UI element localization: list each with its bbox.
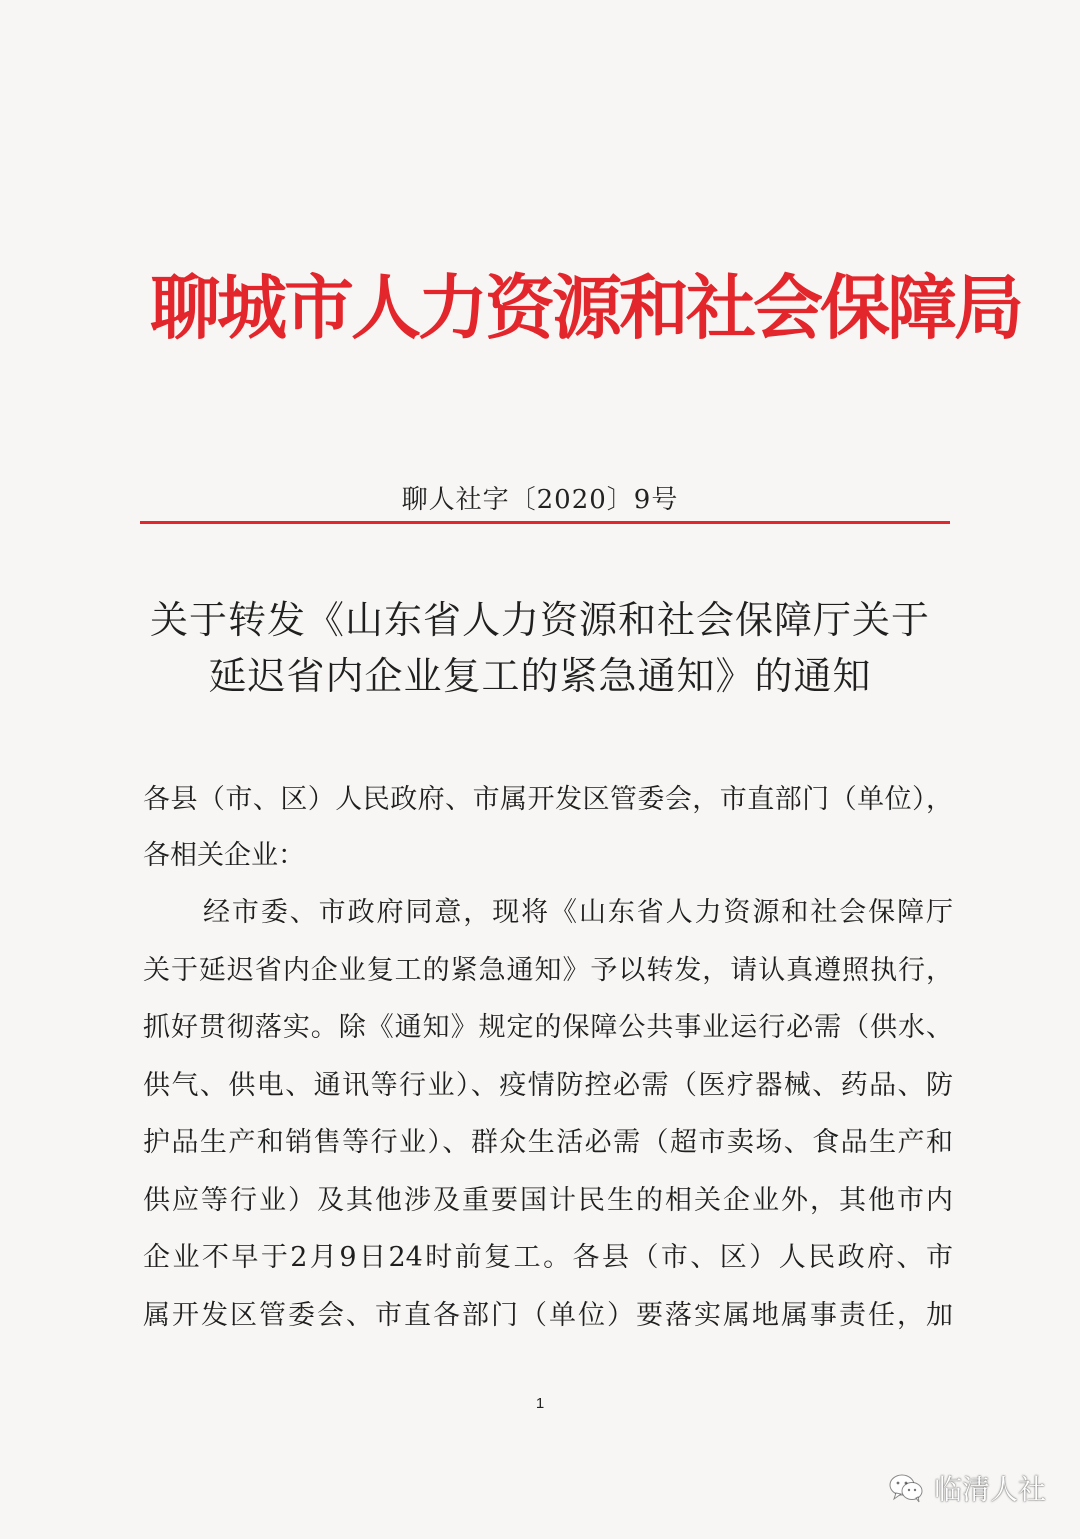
- title-line-2: 延迟省内企业复工的紧急通知》的通知: [208, 654, 872, 698]
- issuer-letterhead: 聊城市人力资源和社会保障局: [150, 266, 1021, 349]
- addressee-line-1: 各县（市、区）人民政府、市属开发区管委会，市直部门（单位），: [143, 784, 953, 815]
- addressee-block: [143, 772, 953, 884]
- title-line-1: 关于转发《山东省人力资源和社会保障厅关于: [149, 598, 930, 642]
- body-line: 企业不早于2月9日24时前复工。各县（市、区）人民政府、市: [143, 1242, 953, 1273]
- addressee-line-2: 各相关企业：: [143, 840, 305, 871]
- body-line: 供气、供电、通讯等行业）、疫情防控必需（医疗器械、药品、防: [143, 1069, 953, 1101]
- document-title: [100, 592, 980, 704]
- account-name: 临清人社: [933, 1473, 1046, 1506]
- body-line: 属开发区管委会、市直各部门（单位）要落实属地属事责任，加: [143, 1299, 953, 1331]
- wechat-icon: [888, 1473, 924, 1503]
- document-number: 聊人社字〔2020〕9号: [401, 485, 679, 515]
- body-line: 供应等行业）及其他涉及重要国计民生的相关企业外，其他市内: [143, 1184, 953, 1216]
- body-paragraph: [143, 884, 953, 1344]
- body-line: 关于延迟省内企业复工的紧急通知》予以转发，请认真遵照执行，: [143, 954, 953, 986]
- page-number: 1: [535, 1395, 545, 1412]
- red-divider-line: [140, 521, 950, 524]
- body-line: 护品生产和销售等行业）、群众生活必需（超市卖场、食品生产和: [143, 1127, 953, 1158]
- body-line: 抓好贯彻落实。除《通知》规定的保障公共事业运行必需（供水、: [143, 1012, 953, 1043]
- account-watermark: [888, 1468, 1046, 1508]
- body-line: 经市委、市政府同意，现将《山东省人力资源和社会保障厅: [203, 897, 953, 928]
